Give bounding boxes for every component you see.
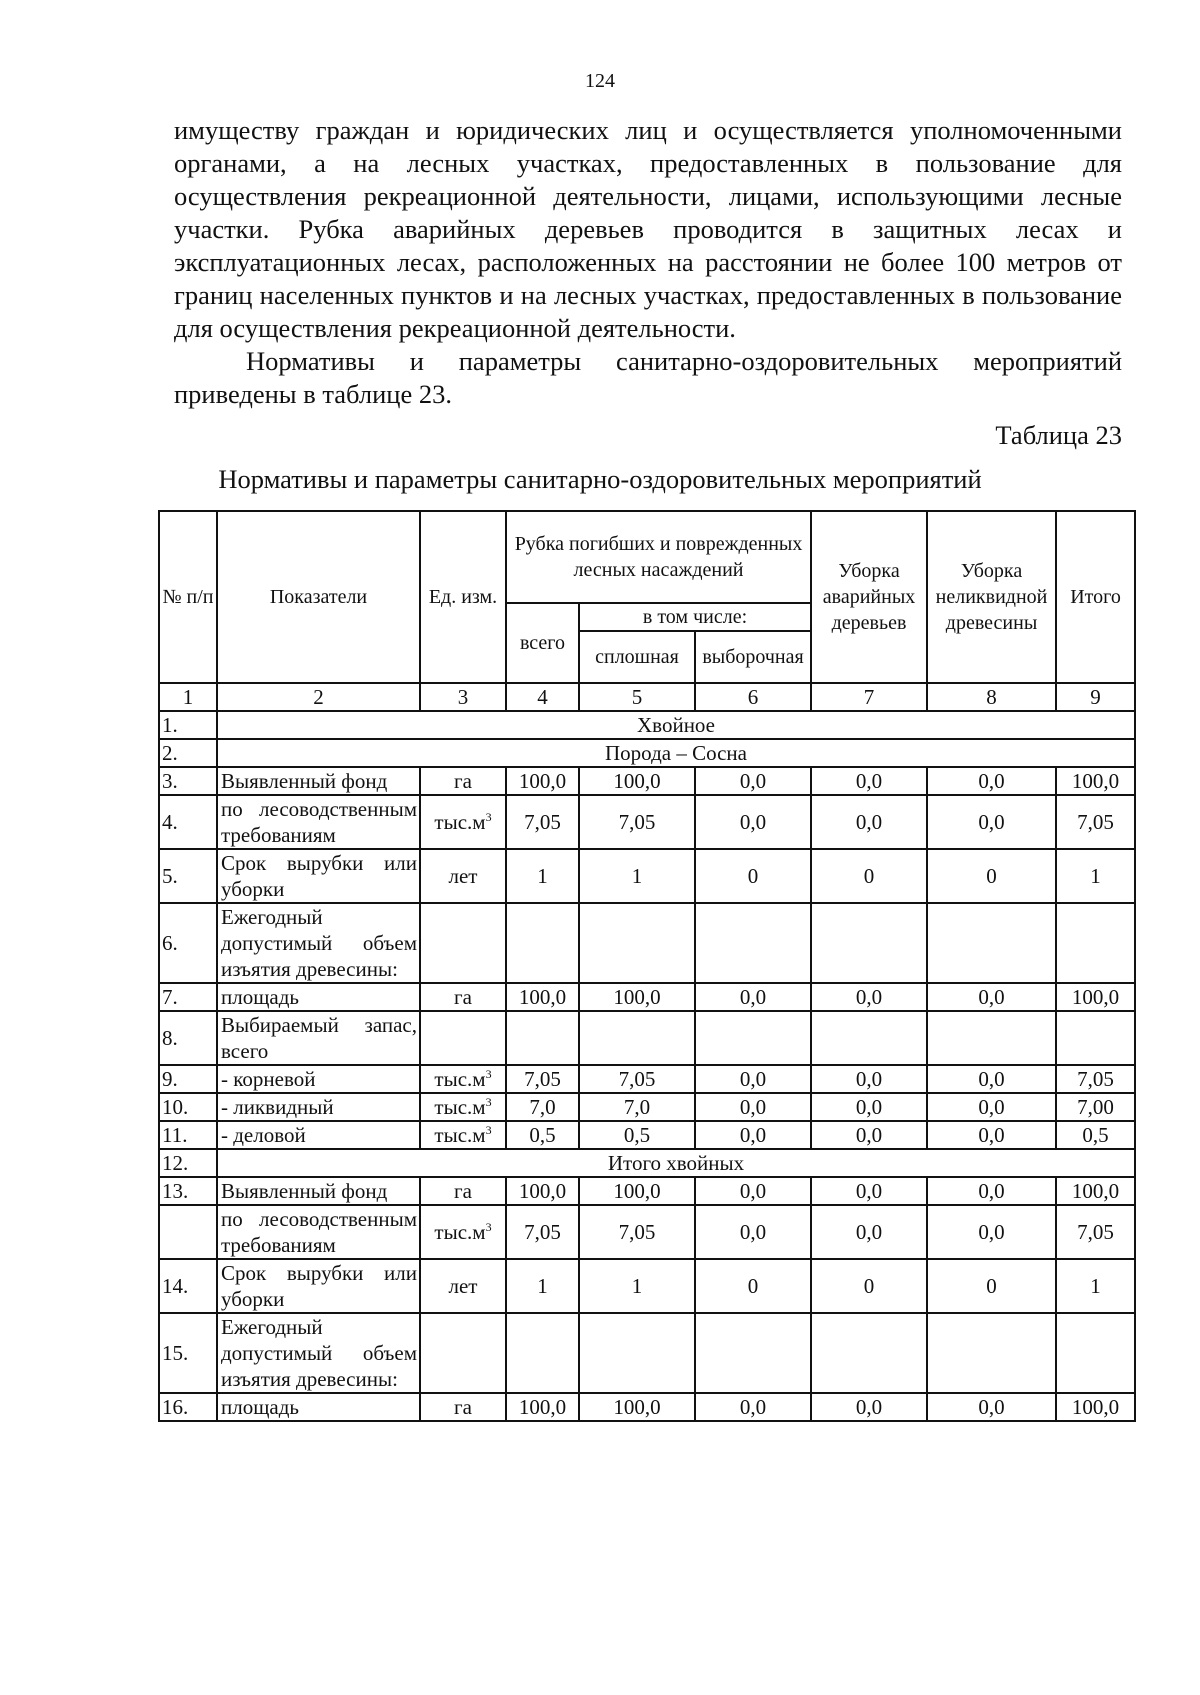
value-cell-c7: 0,0 <box>811 1205 927 1259</box>
table-title: Нормативы и параметры санитарно-оздоровительных мероприятий <box>218 464 982 494</box>
table-row <box>159 1065 1135 1093</box>
column-number-3: 3 <box>420 683 506 711</box>
row-number: 8. <box>159 1011 217 1065</box>
column-number-7: 7 <box>811 683 927 711</box>
indicator-cell: площадь <box>217 983 420 1011</box>
value-cell-c5 <box>579 903 695 983</box>
value-cell-c4: 100,0 <box>506 983 579 1011</box>
value-cell-c4: 100,0 <box>506 1177 579 1205</box>
value-cell-c6: 0,0 <box>695 1177 811 1205</box>
value-cell-c9 <box>1056 1313 1135 1393</box>
unit-cell: $тыс.м^3$ <box>420 795 506 849</box>
value-cell-c6: 0,0 <box>695 1065 811 1093</box>
table-row <box>159 903 1135 983</box>
column-number-5: 5 <box>579 683 695 711</box>
value-cell-c5 <box>579 1313 695 1393</box>
column-number-9: 9 <box>1056 683 1135 711</box>
indicator-cell: Срок вырубки или уборки <box>217 849 420 903</box>
unit-cell <box>420 1313 506 1393</box>
unit-cell <box>420 903 506 983</box>
value-cell-c6: 0,0 <box>695 1393 811 1421</box>
indicator-cell: Выявленный фонд <box>217 1177 420 1205</box>
value-cell-c9: 7,00 <box>1056 1093 1135 1121</box>
header-solid: сплошная <box>579 631 695 683</box>
value-cell-c9: 1 <box>1056 849 1135 903</box>
value-cell-c8: 0 <box>927 1259 1056 1313</box>
value-cell-c9: 7,05 <box>1056 795 1135 849</box>
unit-cell: лет <box>420 1259 506 1313</box>
value-cell-c4 <box>506 1313 579 1393</box>
value-cell-c9: 100,0 <box>1056 1393 1135 1421</box>
unit-cell: га <box>420 767 506 795</box>
value-cell-c5: 7,0 <box>579 1093 695 1121</box>
value-cell-c4 <box>506 903 579 983</box>
value-cell-c7: 0 <box>811 849 927 903</box>
row-number: 4. <box>159 795 217 849</box>
value-cell-c4: 7,05 <box>506 1065 579 1093</box>
column-numbers-row <box>159 683 1135 711</box>
value-cell-c4: 100,0 <box>506 767 579 795</box>
value-cell-c7 <box>811 903 927 983</box>
value-cell-c8: 0,0 <box>927 795 1056 849</box>
table-row <box>159 767 1135 795</box>
value-cell-c4: 0,5 <box>506 1121 579 1149</box>
unit-cell: $тыс.м^3$ <box>420 1205 506 1259</box>
row-number: 10. <box>159 1093 217 1121</box>
value-cell-c4: 7,0 <box>506 1093 579 1121</box>
section-title: Порода – Сосна <box>217 739 1135 767</box>
row-number: 6. <box>159 903 217 983</box>
value-cell-c8: 0 <box>927 849 1056 903</box>
unit-cell: га <box>420 983 506 1011</box>
indicator-cell: - деловой <box>217 1121 420 1149</box>
table-row <box>159 1259 1135 1313</box>
value-cell-c8: 0,0 <box>927 1177 1056 1205</box>
value-cell-c6 <box>695 1011 811 1065</box>
value-cell-c4: 7,05 <box>506 795 579 849</box>
table-label: Таблица 23 <box>995 420 1122 450</box>
indicator-cell: по лесоводственным требованиям <box>217 1205 420 1259</box>
norms-table <box>158 510 1136 1422</box>
value-cell-c6: 0,0 <box>695 1093 811 1121</box>
value-cell-c9: 7,05 <box>1056 1205 1135 1259</box>
header-num: № п/п <box>159 511 217 683</box>
unit-cell: $тыс.м^3$ <box>420 1065 506 1093</box>
section-row <box>159 739 1135 767</box>
value-cell-c8: 0,0 <box>927 1121 1056 1149</box>
value-cell-c7: 0,0 <box>811 795 927 849</box>
value-cell-c7: 0 <box>811 1259 927 1313</box>
indicator-cell: Выявленный фонд <box>217 767 420 795</box>
table-row <box>159 795 1135 849</box>
header-felling-group: Рубка погибших и поврежденных лесных насаждений <box>506 511 811 603</box>
page-number: 124 <box>585 70 615 92</box>
value-cell-c5: 100,0 <box>579 1393 695 1421</box>
unit-superscript: 3 <box>485 810 492 824</box>
unit-cell: лет <box>420 849 506 903</box>
value-cell-c9: 100,0 <box>1056 983 1135 1011</box>
row-number: 13. <box>159 1177 217 1205</box>
unit-cell: $тыс.м^3$ <box>420 1093 506 1121</box>
row-number: 11. <box>159 1121 217 1149</box>
value-cell-c6: 0,0 <box>695 795 811 849</box>
indicator-cell: Срок вырубки или уборки <box>217 1259 420 1313</box>
unit-cell: га <box>420 1393 506 1421</box>
header-emergency: Уборка аварийных деревьев <box>811 511 927 683</box>
header-illiquid: Уборка неликвидной древесины <box>927 511 1056 683</box>
row-number <box>159 1205 217 1259</box>
paragraph-1: имуществу граждан и юридических лиц и осуществляется уполномоченными органами, а на лесных участках, предоставленных в пользование для осуществления рекреационной деятельности, лицами, использующими лесные участки. Рубка аварийных деревьев проводится в защитных лесах и эксплуатационных лесах, расположенных на расстоянии не более 100 метров от границ населенных пунктов и на лесных участках, предоставленных в пользование для осуществления рекреационной деятельности. <box>174 115 1122 343</box>
unit-superscript: 3 <box>485 1220 492 1234</box>
value-cell-c9 <box>1056 1011 1135 1065</box>
value-cell-c8: 0,0 <box>927 1093 1056 1121</box>
value-cell-c7 <box>811 1313 927 1393</box>
table-body <box>159 683 1135 1421</box>
row-number: 7. <box>159 983 217 1011</box>
column-number-1: 1 <box>159 683 217 711</box>
column-number-8: 8 <box>927 683 1056 711</box>
table-row <box>159 1313 1135 1393</box>
value-cell-c7: 0,0 <box>811 1065 927 1093</box>
table-row <box>159 1121 1135 1149</box>
value-cell-c4 <box>506 1011 579 1065</box>
indicator-cell: площадь <box>217 1393 420 1421</box>
value-cell-c6: 0 <box>695 1259 811 1313</box>
value-cell-c8 <box>927 1313 1056 1393</box>
value-cell-c7: 0,0 <box>811 983 927 1011</box>
value-cell-c9: 7,05 <box>1056 1065 1135 1093</box>
value-cell-c5: 100,0 <box>579 983 695 1011</box>
value-cell-c7: 0,0 <box>811 1393 927 1421</box>
row-number: 9. <box>159 1065 217 1093</box>
value-cell-c9: 100,0 <box>1056 1177 1135 1205</box>
value-cell-c7: 0,0 <box>811 767 927 795</box>
value-cell-c4: 7,05 <box>506 1205 579 1259</box>
section-row <box>159 1149 1135 1177</box>
header-selective: выборочная <box>695 631 811 683</box>
unit-cell: га <box>420 1177 506 1205</box>
value-cell-c7: 0,0 <box>811 1093 927 1121</box>
table-row <box>159 1011 1135 1065</box>
indicator-cell: Ежегодный допустимый объем изъятия древесины: <box>217 903 420 983</box>
value-cell-c9: 1 <box>1056 1259 1135 1313</box>
value-cell-c7: 0,0 <box>811 1121 927 1149</box>
column-number-6: 6 <box>695 683 811 711</box>
indicator-cell: - ликвидный <box>217 1093 420 1121</box>
body-text <box>174 114 1122 411</box>
row-number: 12. <box>159 1149 217 1177</box>
header-itogo: Итого <box>1056 511 1135 683</box>
indicator-cell: Выбираемый запас, всего <box>217 1011 420 1065</box>
column-number-4: 4 <box>506 683 579 711</box>
value-cell-c5: 100,0 <box>579 767 695 795</box>
unit-superscript: 3 <box>485 1123 492 1137</box>
value-cell-c6 <box>695 903 811 983</box>
row-number: 5. <box>159 849 217 903</box>
value-cell-c6: 0,0 <box>695 1121 811 1149</box>
table-row <box>159 983 1135 1011</box>
unit-cell: $тыс.м^3$ <box>420 1121 506 1149</box>
value-cell-c7 <box>811 1011 927 1065</box>
indicator-cell: Ежегодный допустимый объем изъятия древесины: <box>217 1313 420 1393</box>
value-cell-c5: 7,05 <box>579 795 695 849</box>
value-cell-c5: 7,05 <box>579 1065 695 1093</box>
header-unit: Ед. изм. <box>420 511 506 683</box>
value-cell-c7: 0,0 <box>811 1177 927 1205</box>
value-cell-c4: 1 <box>506 849 579 903</box>
value-cell-c8: 0,0 <box>927 767 1056 795</box>
header-incl: в том числе: <box>579 603 811 631</box>
value-cell-c5: 100,0 <box>579 1177 695 1205</box>
value-cell-c6 <box>695 1313 811 1393</box>
header-indicator: Показатели <box>217 511 420 683</box>
indicator-cell: - корневой <box>217 1065 420 1093</box>
value-cell-c5: 7,05 <box>579 1205 695 1259</box>
table-row <box>159 849 1135 903</box>
value-cell-c5: 0,5 <box>579 1121 695 1149</box>
row-number: 3. <box>159 767 217 795</box>
value-cell-c9: 100,0 <box>1056 767 1135 795</box>
table-row <box>159 1177 1135 1205</box>
unit-superscript: 3 <box>485 1067 492 1081</box>
table-row <box>159 1205 1135 1259</box>
table-row <box>159 1093 1135 1121</box>
value-cell-c5: 1 <box>579 849 695 903</box>
value-cell-c6: 0,0 <box>695 1205 811 1259</box>
row-number: 14. <box>159 1259 217 1313</box>
column-number-2: 2 <box>217 683 420 711</box>
value-cell-c6: 0 <box>695 849 811 903</box>
value-cell-c8 <box>927 903 1056 983</box>
value-cell-c5 <box>579 1011 695 1065</box>
unit-cell <box>420 1011 506 1065</box>
header-total: всего <box>506 603 579 683</box>
value-cell-c9 <box>1056 903 1135 983</box>
section-row <box>159 711 1135 739</box>
value-cell-c8: 0,0 <box>927 1065 1056 1093</box>
value-cell-c4: 1 <box>506 1259 579 1313</box>
row-number: 2. <box>159 739 217 767</box>
section-title: Итого хвойных <box>217 1149 1135 1177</box>
table-row <box>159 1393 1135 1421</box>
value-cell-c9: 0,5 <box>1056 1121 1135 1149</box>
section-title: Хвойное <box>217 711 1135 739</box>
value-cell-c6: 0,0 <box>695 767 811 795</box>
row-number: 1. <box>159 711 217 739</box>
value-cell-c8: 0,0 <box>927 1393 1056 1421</box>
row-number: 16. <box>159 1393 217 1421</box>
indicator-cell: по лесоводственным требованиям <box>217 795 420 849</box>
row-number: 15. <box>159 1313 217 1393</box>
paragraph-2: Нормативы и параметры санитарно-оздоровительных мероприятий приведены в таблице 23. <box>174 346 1122 409</box>
unit-superscript: 3 <box>485 1095 492 1109</box>
value-cell-c5: 1 <box>579 1259 695 1313</box>
value-cell-c8: 0,0 <box>927 983 1056 1011</box>
value-cell-c4: 100,0 <box>506 1393 579 1421</box>
value-cell-c8 <box>927 1011 1056 1065</box>
value-cell-c8: 0,0 <box>927 1205 1056 1259</box>
value-cell-c6: 0,0 <box>695 983 811 1011</box>
